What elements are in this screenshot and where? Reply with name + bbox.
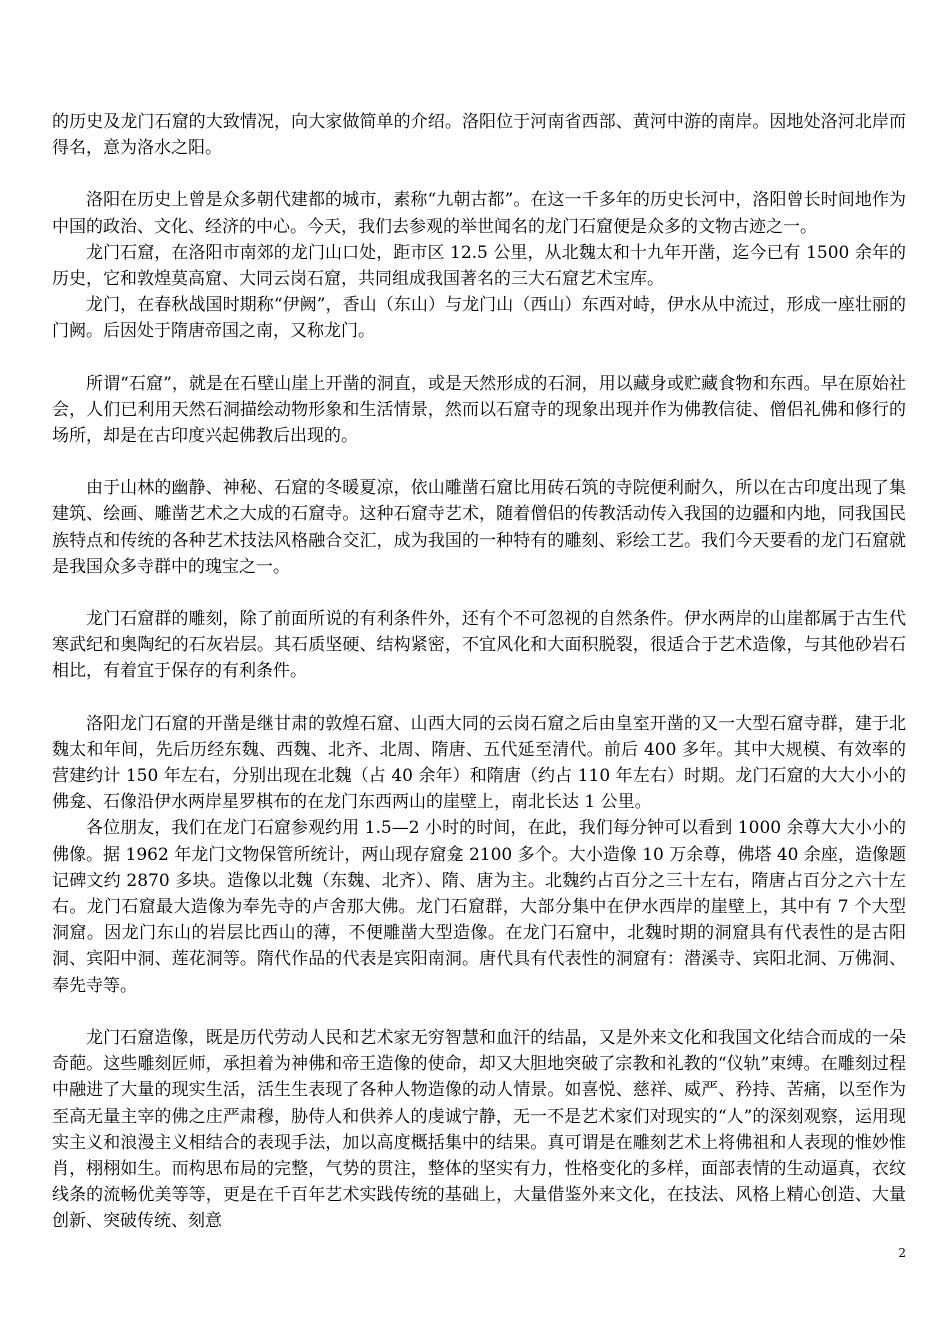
paragraph-construction-history: 洛阳龙门石窟的开凿是继甘肃的敦煌石窟、山西大同的云岗石窟之后由皇室开凿的又一大型石窟寺群，建于北魏太和年间，先后历经东魏、西魏、北齐、北周、隋唐、五代延至清代。前后 400 多年。其中大规模、有效率的营建约计 150 年左右，分别出现在北魏（占 40 余年）和隋唐（约占 110 年左右）时期。龙门石窟的大大小小的佛龛、石像沿伊水两岸星罗棋布的在龙门东西两山的崖壁上，南北长达 1 公里。 xyxy=(52,713,906,813)
paragraph-natural-conditions: 龙门石窟群的雕刻，除了前面所说的有利条件外，还有个不可忽视的自然条件。伊水两岸的山崖都属于古生代寒武纪和奥陶纪的石灰岩层。其石质坚硬、结构紧密，不宜风化和大面积脱裂，很适合于艺术造像，与其他砂岩石相比，有着宜于保存的有利条件。 xyxy=(52,609,906,682)
paragraph-statistics: 各位朋友，我们在龙门石窟参观约用 1.5—2 小时的时间，在此，我们每分钟可以看到 1000 余尊大大小小的佛像。据 1962 年龙门文物保管所统计，两山现存窟龛 2100 多个。大小造像 10 万余尊，佛塔 40 余座，造像题记碑文约 2870 多块。造像以北魏（东魏、北齐）、隋、唐为主。北魏约占百分之三十左右，隋唐占百分之六十左右。龙门石窟最大造像为奉先寺的卢舍那大佛。龙门石窟群，大部分集中在伊水西岸的崖壁上，其中有 7 个大型洞窟。因龙门东山的岩层比西山的薄，不便雕凿大型造像。在龙门石窟中，北魏时期的洞窟具有代表性的是古阳洞、宾阳中洞、莲花洞等。隋代作品的代表是宾阳南洞。唐代具有代表性的洞窟有：潜溪寺、宾阳北洞、万佛洞、奉先寺等。 xyxy=(52,818,906,996)
paragraph-artistic-value: 龙门石窟造像，既是历代劳动人民和艺术家无穷智慧和血汗的结晶，又是外来文化和我国文化结合而成的一朵奇葩。这些雕刻匠师，承担着为神佛和帝王造像的使命，却又大胆地突破了宗教和礼教的“仪轨”束缚。在雕刻过程中融进了大量的现实生活，活生生表现了各种人物造像的动人情景。如喜悦、慈祥、威严、矜持、苦痛，以至作为至高无量主宰的佛之庄严肃穆，胁侍人和供养人的虔诚宁静，无一不是艺术家们对现实的“人”的深刻观察，运用现实主义和浪漫主义相结合的表现手法，加以高度概括集中的结果。真可谓是在雕刻艺术上将佛祖和人表现的惟妙惟肖，栩栩如生。而构思布局的完整，气势的贯注，整体的坚实有力，性格变化的多样，面部表情的生动逼真，衣纹线条的流畅优美等等，更是在千百年艺术实践传统的基础上，大量借鉴外来文化，在技法、风格上精心创造、大量创新、突破传统、刻意 xyxy=(52,1027,906,1232)
paragraph-longmen-location: 龙门石窟，在洛阳市南郊的龙门山口处，距市区 12.5 公里，从北魏太和十九年开凿，迄今已有 1500 余年的历史，它和敦煌莫高窟、大同云岗石窟，共同组成我国著名的三大石窟艺术宝库。 xyxy=(52,242,906,290)
paragraph-grotto-temple-origin: 由于山林的幽静、神秘、石窟的冬暖夏凉，依山雕凿石窟比用砖石筑的寺院便利耐久，所以在古印度出现了集建筑、绘画、雕凿艺术之大成的石窟寺。这种石窟寺艺术，随着僧侣的传教活动传入我国的边疆和内地，同我国民族特点和传统的各种艺术技法风格融合交汇，成为我国的一种特有的雕刻、彩绘工艺。我们今天要看的龙门石窟就是我国众多寺群中的瑰宝之一。 xyxy=(52,478,906,577)
document-body xyxy=(52,109,906,1235)
paragraph-intro-continued: 的历史及龙门石窟的大致情况，向大家做简单的介绍。洛阳位于河南省西部、黄河中游的南岸。因地处洛河北岸而得名，意为洛水之阳。 xyxy=(52,112,906,159)
page-number: 2 xyxy=(898,1246,906,1260)
paragraph-longmen-name-origin: 龙门，在春秋战国时期称“伊阙”，香山（东山）与龙门山（西山）东西对峙，伊水从中流过，形成一座壮丽的门阙。后因处于隋唐帝国之南，又称龙门。 xyxy=(52,295,906,342)
paragraph-grotto-definition: 所谓“石窟”，就是在石壁山崖上开凿的洞直，或是天然形成的石洞，用以藏身或贮藏食物和东西。早在原始社会，人们已利用天然石洞描绘动物形象和生活情景，然而以石窟寺的现象出现并作为佛教信徒、僧侣礼佛和修行的场所，却是在古印度兴起佛教后出现的。 xyxy=(52,373,906,447)
paragraph-nine-dynasty-capital: 洛阳在历史上曾是众多朝代建都的城市，素称“九朝古都”。在这一千多年的历史长河中，洛阳曾长时间地作为中国的政治、文化、经济的中心。今天，我们去参观的举世闻名的龙门石窟便是众多的文物古迹之一。 xyxy=(52,190,906,237)
